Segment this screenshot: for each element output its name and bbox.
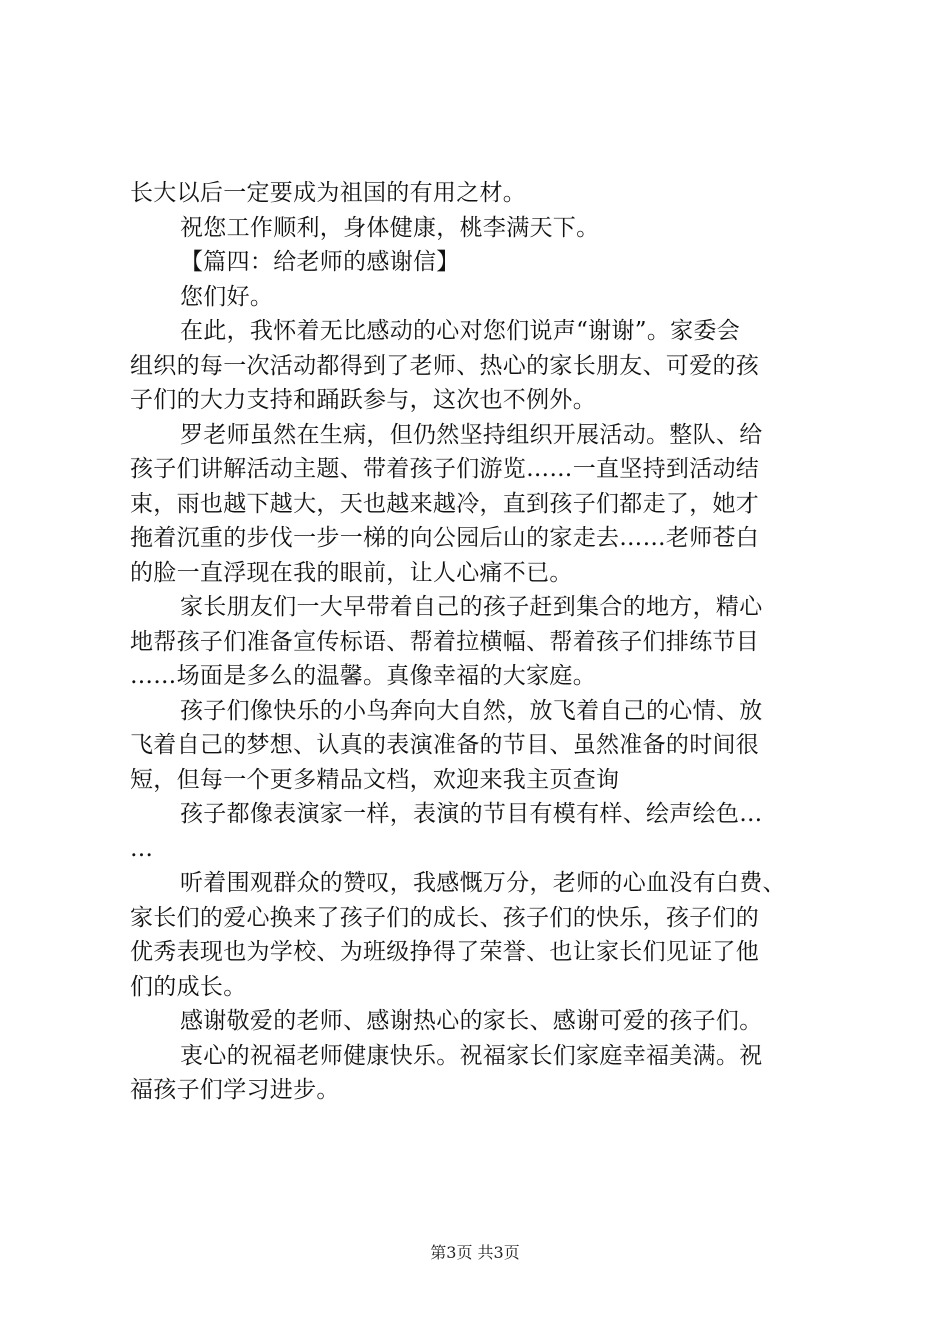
- text-line: 家长朋友们一大早带着自己的孩子赶到集合的地方，精心: [180, 594, 763, 620]
- text-line: 家长们的爱心换来了孩子们的成长、孩子们的快乐，孩子们的: [130, 904, 760, 931]
- text-line: 拖着沉重的步伐一步一梯的向公园后山的家走去……老师苍白: [130, 525, 760, 551]
- text-line: 的脸一直浮现在我的眼前，让人心痛不已。: [130, 559, 573, 586]
- text-line: 孩子们讲解活动主题、带着孩子们游览……一直坚持到活动结: [130, 456, 760, 482]
- text-line: ……场面是多么的温馨。真像幸福的大家庭。: [130, 663, 596, 689]
- text-line: 们的成长。: [130, 973, 247, 1000]
- text-line: …: [130, 835, 154, 862]
- text-line: 在此，我怀着无比感动的心对您们说声“谢谢”。家委会: [180, 318, 741, 344]
- text-line: 子们的大力支持和踊跃参与，这次也不例外。: [130, 387, 596, 413]
- text-line: 罗老师虽然在生病，但仍然坚持组织开展活动。整队、给: [180, 421, 763, 448]
- text-line: 优秀表现也为学校、为班级挣得了荣誉、也让家长们见证了他: [130, 939, 760, 965]
- text-line: 孩子们像快乐的小鸟奔向大自然，放飞着自己的心情、放: [180, 697, 763, 724]
- document-body: [130, 176, 830, 1108]
- text-line: 感谢敬爱的老师、感谢热心的家长、感谢可爱的孩子们。: [180, 1008, 763, 1034]
- section-heading: 【篇四：给老师的感谢信】: [180, 249, 460, 275]
- text-line: 地帮孩子们准备宣传标语、帮着拉横幅、帮着孩子们排练节目: [130, 628, 760, 655]
- text-line: 衷心的祝福老师健康快乐。祝福家长们家庭幸福美满。祝: [180, 1042, 763, 1069]
- text-line: 组织的每一次活动都得到了老师、热心的家长朋友、可爱的孩: [130, 352, 760, 379]
- text-line: 短，但每一个更多精品文档，欢迎来我主页查询: [130, 766, 620, 793]
- text-line: 长大以后一定要成为祖国的有用之材。: [130, 180, 527, 206]
- text-line: 束，雨也越下越大，天也越来越冷，直到孩子们都走了，她才: [130, 490, 760, 517]
- text-line: 福孩子们学习进步。: [130, 1077, 340, 1103]
- text-line: 飞着自己的梦想、认真的表演准备的节目、虽然准备的时间很: [130, 732, 760, 758]
- text-line: 听着围观群众的赞叹，我感慨万分，老师的心血没有白费、: [180, 870, 786, 896]
- page-number-footer: 第3页 共3页: [430, 1243, 520, 1262]
- salutation: 您们好。: [180, 283, 274, 310]
- text-line: 孩子都像表演家一样，表演的节目有模有样、绘声绘色…: [180, 801, 763, 827]
- text-line: 祝您工作顺利，身体健康，桃李满天下。: [180, 214, 600, 241]
